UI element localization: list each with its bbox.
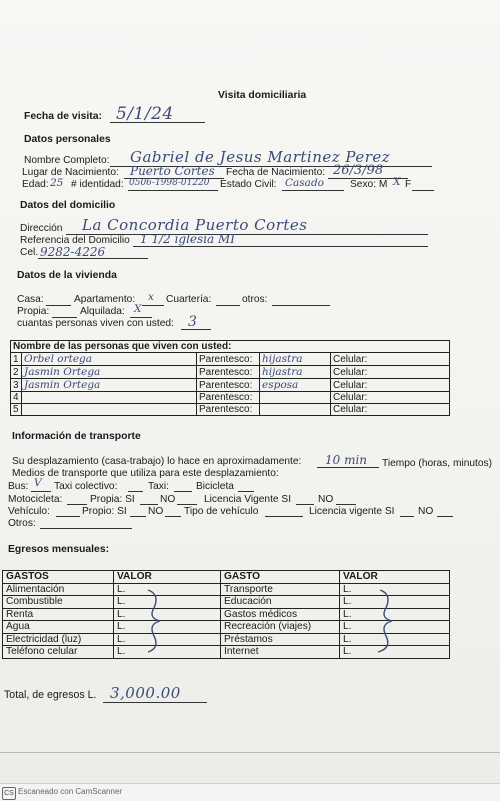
valor-currency: L.	[114, 646, 221, 659]
valor-currency: L.	[114, 633, 221, 646]
gasto-right: Internet	[221, 646, 340, 659]
valor-currency: L.	[340, 646, 450, 659]
alquilada-label: Alquilada:	[80, 306, 125, 317]
scanner-footer-text: Escaneado con CamScanner	[18, 787, 123, 796]
persona-num: 3	[11, 379, 22, 392]
persona-parentesco: hijastra	[260, 366, 331, 379]
valor-currency: L.	[340, 583, 450, 596]
vehiculo-label: Vehículo:	[8, 506, 50, 517]
sexo-f-label: F	[405, 179, 412, 190]
celular-label: Celular:	[331, 379, 450, 392]
parentesco-label: Parentesco:	[197, 353, 260, 366]
right-brace-mark	[370, 586, 400, 656]
total-value: 3,000.00	[110, 684, 181, 702]
bus-label: Bus:	[8, 481, 29, 492]
persona-parentesco	[260, 404, 331, 416]
parentesco-label: Parentesco:	[197, 366, 260, 379]
lugar-value: Puerto Cortes	[130, 164, 215, 178]
moto-licencia-label: Licencia Vigente SI	[204, 494, 292, 505]
domicilio-heading: Datos del domicilio	[20, 200, 116, 211]
persona-row-5	[11, 404, 450, 416]
nombre-label: Nombre Completo:	[24, 155, 110, 166]
parentesco-label: Parentesco:	[197, 379, 260, 392]
persona-nombre: Jasmin Ortega	[22, 379, 197, 392]
persona-parentesco: hijastra	[260, 353, 331, 366]
col-valor: VALOR	[114, 571, 221, 584]
otros-label: otros:	[242, 294, 268, 305]
identidad-value: 0506-1998-01220	[129, 178, 210, 188]
edad-value: 25	[50, 177, 64, 189]
motocicleta-label: Motocicleta:	[8, 494, 63, 505]
celular-label: Celular:	[331, 404, 450, 416]
vehiculo-no-label: NO	[148, 506, 164, 517]
gasto-left: Electricidad (luz)	[3, 633, 114, 646]
gasto-right: Educación	[221, 596, 340, 609]
gasto-left: Combustible	[3, 596, 114, 609]
direccion-value: La Concordia Puerto Cortes	[82, 216, 308, 234]
celular-label: Celular:	[331, 353, 450, 366]
persona-parentesco	[260, 392, 331, 404]
referencia-value: 1 1/2 iglesia MI	[140, 232, 236, 246]
bus-mark: V	[34, 477, 42, 489]
form-title: Visita domiciliaria	[218, 90, 307, 101]
tiempo-label: Tiempo (horas, minutos)	[382, 458, 493, 469]
moto-licencia-no-label: NO	[318, 494, 334, 505]
gasto-left: Alimentación	[3, 583, 114, 596]
apartamento-mark: x	[148, 291, 154, 303]
tipo-vehiculo-label: Tipo de vehículo	[184, 506, 259, 517]
valor-currency: L.	[114, 621, 221, 634]
desplazamiento-value: 10 min	[325, 453, 368, 467]
taxi-colectivo-label: Taxi colectivo:	[54, 481, 118, 492]
transporte-heading: Información de transporte	[12, 431, 141, 442]
parentesco-label: Parentesco:	[197, 404, 260, 416]
lugar-label: Lugar de Nacimiento:	[22, 167, 119, 178]
left-brace-mark	[140, 586, 170, 656]
gasto-left: Teléfono celular	[3, 646, 114, 659]
egresos-heading: Egresos mensuales:	[8, 544, 110, 555]
desplazamiento-label: Su desplazamiento (casa-trabajo) lo hace en aproximadamente:	[12, 456, 302, 467]
gasto-left: Agua	[3, 621, 114, 634]
fecha-visita-value: 5/1/24	[116, 104, 174, 124]
col-gastos: GASTOS	[3, 571, 114, 584]
valor-currency: L.	[114, 583, 221, 596]
medios-label: Medios de transporte que utiliza para este desplazamiento:	[12, 468, 279, 479]
transporte-otros-label: Otros:	[8, 518, 36, 529]
propia-label: Propia:	[17, 306, 50, 317]
col-gasto: GASTO	[221, 571, 340, 584]
edad-label: Edad:	[22, 179, 49, 190]
col-valor-2: VALOR	[340, 571, 450, 584]
sexo-label: Sexo: M	[350, 179, 388, 190]
valor-currency: L.	[340, 621, 450, 634]
gasto-right: Gastos médicos	[221, 608, 340, 621]
persona-num: 5	[11, 404, 22, 416]
casa-label: Casa:	[17, 294, 44, 305]
moto-propia-si-label: Propia: SI	[90, 494, 135, 505]
persona-num: 2	[11, 366, 22, 379]
persona-nombre	[22, 392, 197, 404]
personas-table	[10, 340, 450, 416]
persona-num: 4	[11, 392, 22, 404]
celular-label: Celular:	[331, 392, 450, 404]
vivienda-heading: Datos de la vivienda	[17, 270, 117, 281]
persona-nombre: Orbel ortega	[22, 353, 197, 366]
persona-nombre: Jasmin Ortega	[22, 366, 197, 379]
vehiculo-propio-si-label: Propio: SI	[82, 506, 127, 517]
cuantas-value: 3	[188, 314, 198, 330]
fecha-visita-label: Fecha de visita:	[24, 111, 102, 122]
persona-num: 1	[11, 353, 22, 366]
cuarteria-label: Cuartería:	[166, 294, 212, 305]
valor-currency: L.	[114, 608, 221, 621]
gasto-left: Renta	[3, 608, 114, 621]
valor-currency: L.	[114, 596, 221, 609]
parentesco-label: Parentesco:	[197, 392, 260, 404]
persona-parentesco: esposa	[260, 379, 331, 392]
total-label: Total, de egresos L.	[4, 689, 97, 701]
persona-row-3	[11, 379, 450, 392]
persona-row-4	[11, 392, 450, 404]
celular-label: Celular:	[331, 366, 450, 379]
moto-no-label: NO	[160, 494, 176, 505]
identidad-label: # identidad:	[71, 179, 124, 190]
civil-value: Casado	[285, 177, 324, 189]
civil-label: Estado Civil:	[220, 179, 277, 190]
referencia-label: Referencia del Domicilio	[20, 235, 130, 246]
persona-row-1	[11, 353, 450, 366]
fecha-nac-label: Fecha de Nacimiento:	[226, 167, 326, 178]
camscanner-logo: CS	[2, 787, 16, 800]
alquilada-mark: X	[134, 303, 142, 315]
valor-currency: L.	[340, 608, 450, 621]
personales-heading: Datos personales	[24, 134, 111, 145]
gasto-right: Préstamos	[221, 633, 340, 646]
bicicleta-label: Bicicleta	[196, 481, 234, 492]
direccion-label: Dirección	[20, 223, 63, 234]
scanner-footer	[0, 783, 500, 801]
cel-value: 9282-4226	[40, 245, 106, 259]
valor-currency: L.	[340, 596, 450, 609]
cuantas-label: cuantas personas viven con usted:	[17, 318, 174, 329]
persona-row-2	[11, 366, 450, 379]
fecha-nac-value: 26/3/98	[333, 163, 384, 178]
valor-currency: L.	[340, 633, 450, 646]
persona-nombre	[22, 404, 197, 416]
sexo-mark: X	[393, 176, 401, 188]
vehiculo-licencia-no-label: NO	[418, 506, 434, 517]
apartamento-label: Apartamento:	[74, 294, 136, 305]
nombre-value: Gabriel de Jesus Martinez Perez	[130, 148, 391, 166]
cel-label: Cel.	[20, 247, 39, 258]
gasto-right: Transporte	[221, 583, 340, 596]
gasto-right: Recreación (viajes)	[221, 621, 340, 634]
vehiculo-licencia-label: Licencia vigente SI	[309, 506, 395, 517]
personas-header: Nombre de las personas que viven con usted:	[11, 341, 450, 353]
taxi-label: Taxi:	[148, 481, 169, 492]
